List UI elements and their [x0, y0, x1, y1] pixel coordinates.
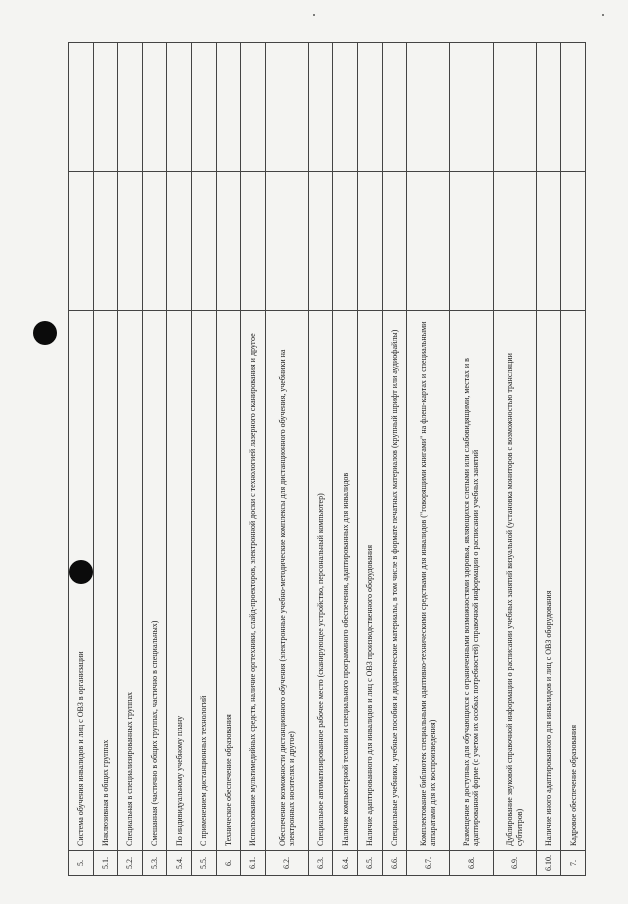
row-number: 5.1.: [93, 851, 118, 876]
value-cell: [308, 172, 333, 311]
table-row: [333, 43, 358, 876]
row-number: 6.5.: [358, 851, 383, 876]
table-row: [241, 43, 266, 876]
value-cell: [93, 43, 118, 172]
row-text: Специальные учебники, учебные пособия и дидактические материалы, в том числе в формате печатных материалов (крупный шрифт или аудиофайлы): [382, 311, 407, 851]
row-number: 6.8.: [450, 851, 493, 876]
table-row: [191, 43, 216, 876]
table-row: [265, 43, 308, 876]
value-cell: [358, 43, 383, 172]
value-cell: [561, 43, 586, 172]
accessibility-table: [68, 42, 586, 876]
value-cell: [333, 43, 358, 172]
value-cell: [308, 43, 333, 172]
value-cell: [333, 172, 358, 311]
value-cell: [265, 172, 308, 311]
value-cell: [450, 172, 493, 311]
row-text: Специальная в специализированных группах: [118, 311, 143, 851]
row-number: 6.2.: [265, 851, 308, 876]
row-number: 6.1.: [241, 851, 266, 876]
row-text: Специальное автоматизированное рабочее место (сканирующее устройство, персональный компьютер): [308, 311, 333, 851]
row-number: 5.5.: [191, 851, 216, 876]
row-number: 6.9.: [493, 851, 536, 876]
table-row: [216, 43, 241, 876]
row-text: Техническое обеспечение образования: [216, 311, 241, 851]
row-text: По индивидуальному учебному плану: [167, 311, 192, 851]
table-row: [308, 43, 333, 876]
table-row: [493, 43, 536, 876]
row-number: 6.7.: [407, 851, 450, 876]
value-cell: [118, 43, 143, 172]
value-cell: [536, 43, 561, 172]
table-row: [118, 43, 143, 876]
value-cell: [216, 43, 241, 172]
table-row: [382, 43, 407, 876]
value-cell: [382, 172, 407, 311]
value-cell: [93, 172, 118, 311]
row-text: Размещение в доступных для обучающихся с ограниченными возможностями здоровья, являющихся слепыми или слабовидящими, местах и в адаптированной форме (с учетом их особых потребностей) справочной информации о расписании учебных занятий: [450, 311, 493, 851]
value-cell: [241, 43, 266, 172]
row-number: 6.: [216, 851, 241, 876]
value-cell: [536, 172, 561, 311]
scan-speck: [313, 14, 315, 16]
row-text: Наличие компьютерной техники и специального программного обеспечения, адаптированных для инвалидов: [333, 311, 358, 851]
row-text: Наличие иного адаптированного для инвалидов и лиц с ОВЗ оборудования: [536, 311, 561, 851]
value-cell: [382, 43, 407, 172]
row-text: Использование мультимедийных средств, наличие оргтехники, слайд-проекторов, электронной доски с технологией лазерного сканирования и другое: [241, 311, 266, 851]
row-number: 6.3.: [308, 851, 333, 876]
table-row: [142, 43, 167, 876]
value-cell: [407, 172, 450, 311]
value-cell: [407, 43, 450, 172]
table-row: [407, 43, 450, 876]
scan-speck: [602, 14, 604, 16]
value-cell: [216, 172, 241, 311]
value-cell: [493, 172, 536, 311]
value-cell: [265, 43, 308, 172]
row-text: Система обучения инвалидов и лиц с ОВЗ в организации: [69, 311, 94, 851]
table-row: [450, 43, 493, 876]
row-text: Наличие адаптированного для инвалидов и лиц с ОВЗ производственного оборудования: [358, 311, 383, 851]
row-number: 7.: [561, 851, 586, 876]
table-row: [69, 43, 94, 876]
row-number: 6.6.: [382, 851, 407, 876]
value-cell: [358, 172, 383, 311]
table-row: [167, 43, 192, 876]
table-row: [358, 43, 383, 876]
row-number: 6.4.: [333, 851, 358, 876]
row-text: Обеспечение возможности дистанционного обучения (электронные учебно-методические комплексы для дистанционного обучения, учебники на электронных носителях и другое): [265, 311, 308, 851]
row-number: 6.10.: [536, 851, 561, 876]
value-cell: [493, 43, 536, 172]
row-number: 5.: [69, 851, 94, 876]
value-cell: [561, 172, 586, 311]
value-cell: [69, 43, 94, 172]
value-cell: [142, 43, 167, 172]
table-row: [536, 43, 561, 876]
value-cell: [142, 172, 167, 311]
table-row: [561, 43, 586, 876]
row-number: 5.2.: [118, 851, 143, 876]
punch-hole: [33, 321, 57, 345]
rotated-table-region: [68, 42, 586, 876]
row-number: 5.4.: [167, 851, 192, 876]
value-cell: [167, 43, 192, 172]
value-cell: [118, 172, 143, 311]
value-cell: [241, 172, 266, 311]
value-cell: [167, 172, 192, 311]
row-text: Инклюзивная в общих группах: [93, 311, 118, 851]
row-number: 5.3.: [142, 851, 167, 876]
row-text: Кадровое обеспечение образования: [561, 311, 586, 851]
row-text: Смешанная (частично в общих группах, частично в специальных): [142, 311, 167, 851]
value-cell: [450, 43, 493, 172]
value-cell: [69, 172, 94, 311]
value-cell: [191, 172, 216, 311]
value-cell: [191, 43, 216, 172]
table-row: [93, 43, 118, 876]
row-text: С применением дистанционных технологий: [191, 311, 216, 851]
row-text: Дублирование звуковой справочной информации о расписании учебных занятий визуальной (установка мониторов с возможностью трансляции субтитров): [493, 311, 536, 851]
row-text: Комплектование библиотек специальными адаптивно-техническими средствами для инвалидов ("говорящими книгами" на флеш-картах и специальными аппаратами для их воспроизведения): [407, 311, 450, 851]
